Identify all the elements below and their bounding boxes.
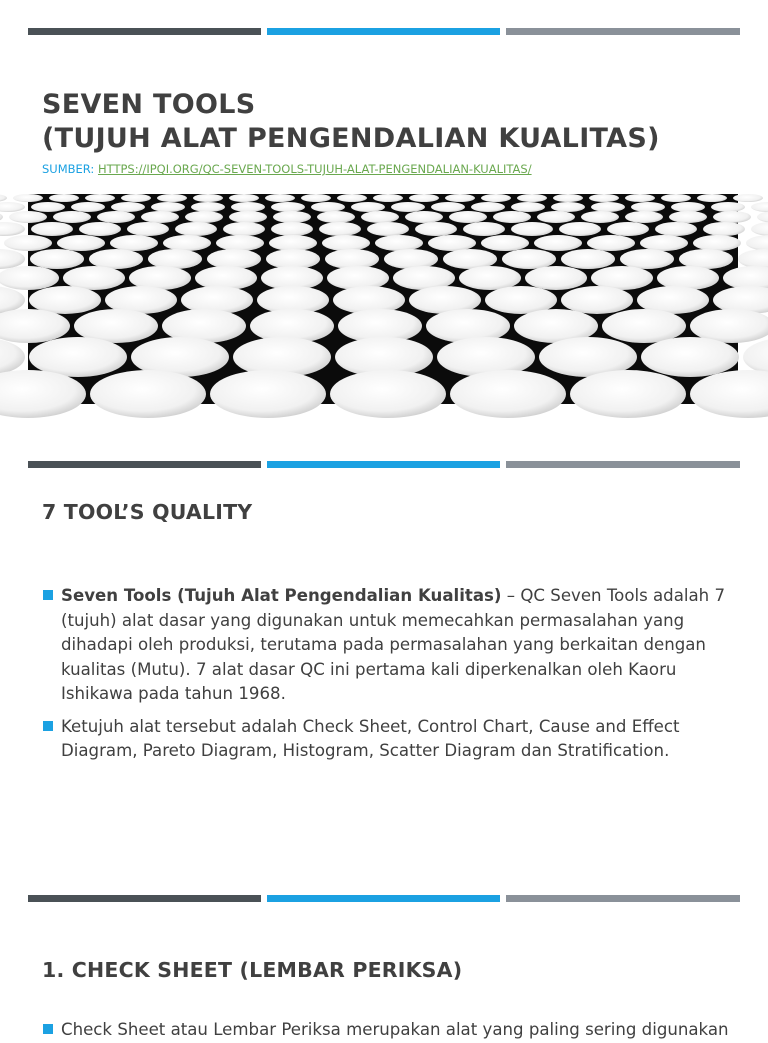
disc-shape <box>49 194 79 202</box>
bar-gray <box>506 28 740 35</box>
disc-shape <box>4 235 52 251</box>
disc-shape <box>620 249 674 269</box>
bullet-list <box>42 584 732 772</box>
disc-shape <box>409 194 439 202</box>
disc-shape <box>229 211 267 223</box>
bar-blue <box>267 895 500 902</box>
bullet-text: Check Sheet atau Lembar Periksa merupakan alat yang paling sering digunakan <box>61 1020 729 1039</box>
disc-shape <box>405 211 443 223</box>
disc-shape <box>391 202 425 212</box>
disc-shape <box>148 249 202 269</box>
title-line-1: SEVEN TOOLS <box>42 89 256 120</box>
disc-shape <box>443 249 497 269</box>
list-item <box>42 584 732 707</box>
disc-shape <box>697 194 727 202</box>
list-item <box>42 715 732 764</box>
disc-shape <box>733 194 763 202</box>
disc-shape <box>327 266 389 290</box>
disc-shape <box>517 194 547 202</box>
disc-shape <box>373 194 403 202</box>
bullet-text: – QC Seven Tools adalah 7 (tujuh) alat dasar yang digunakan untuk memecahkan permasalahan yang dihadapi oleh produksi, terutama pada permasalahan yang berkaitan dengan kualitas (Mutu). 7 alat dasar QC ini pertama kali diperkenalkan oleh Kaoru Ishikawa pada tahun 1968. <box>61 586 725 703</box>
disc-shape <box>450 370 566 418</box>
disc-shape <box>751 202 768 212</box>
disc-shape <box>207 249 261 269</box>
disc-shape <box>367 222 409 236</box>
disc-shape <box>325 249 379 269</box>
disc-shape <box>703 222 745 236</box>
decorative-bars <box>28 461 740 468</box>
bar-blue <box>267 461 500 468</box>
disc-shape <box>525 266 587 290</box>
disc-shape <box>71 202 105 212</box>
disc-shape <box>502 249 556 269</box>
disc-shape <box>57 235 105 251</box>
disc-shape <box>640 235 688 251</box>
disc-shape <box>191 202 225 212</box>
disc-shape <box>141 211 179 223</box>
disc-shape <box>216 235 264 251</box>
disc-shape <box>89 249 143 269</box>
disc-shape <box>195 266 257 290</box>
disc-shape <box>79 222 121 236</box>
disc-shape <box>13 194 43 202</box>
disc-shape <box>0 194 7 202</box>
source-link[interactable]: HTTPS://IPQI.ORG/QC-SEVEN-TOOLS-TUJUH-ALAT-PENGENDALIAN-KUALITAS/ <box>97 162 532 176</box>
disc-shape <box>271 202 305 212</box>
disc-shape <box>738 249 768 269</box>
disc-shape <box>53 211 91 223</box>
disc-shape <box>625 194 655 202</box>
disc-shape <box>269 235 317 251</box>
disc-shape <box>661 194 691 202</box>
bullet-text: Ketujuh alat tersebut adalah Check Sheet, Control Chart, Cause and Effect Diagram, Pareto Diagram, Histogram, Scatter Diagram dan Stratification. <box>61 716 680 760</box>
source-label: SUMBER: <box>42 162 98 176</box>
disc-shape <box>693 235 741 251</box>
disc-shape <box>229 194 259 202</box>
disc-shape <box>223 222 265 236</box>
disc-shape <box>751 222 768 236</box>
disc-shape <box>459 266 521 290</box>
disc-shape <box>90 370 206 418</box>
disc-shape <box>311 202 345 212</box>
bar-gray <box>506 461 740 468</box>
disc-shape <box>384 249 438 269</box>
bar-blue <box>267 28 500 35</box>
disc-shape <box>319 222 361 236</box>
disc-shape <box>589 194 619 202</box>
disc-shape <box>481 194 511 202</box>
disc-shape <box>551 202 585 212</box>
disc-shape <box>671 202 705 212</box>
disc-shape <box>337 194 367 202</box>
disc-shape <box>0 249 25 269</box>
disc-shape <box>273 211 311 223</box>
section-heading: 7 TOOL’S QUALITY <box>42 500 253 524</box>
disc-shape <box>428 235 476 251</box>
bullet-list <box>42 1018 732 1043</box>
disc-shape <box>746 235 768 251</box>
slide-title-heading <box>42 88 742 156</box>
disc-shape <box>449 211 487 223</box>
disc-shape <box>301 194 331 202</box>
disc-shape <box>471 202 505 212</box>
disc-shape <box>266 249 320 269</box>
decorative-bars <box>28 28 740 35</box>
disc-shape <box>361 211 399 223</box>
disc-shape <box>537 211 575 223</box>
hero-image <box>28 194 738 404</box>
disc-shape <box>631 202 665 212</box>
disc-shape <box>31 222 73 236</box>
disc-shape <box>30 249 84 269</box>
disc-shape <box>511 222 553 236</box>
disc-shape <box>431 202 465 212</box>
disc-shape <box>31 202 65 212</box>
section-heading: 1. CHECK SHEET (LEMBAR PERIKSA) <box>42 958 463 982</box>
disc-shape <box>210 370 326 418</box>
disc-shape <box>534 235 582 251</box>
disc-shape <box>570 370 686 418</box>
slide-check-sheet <box>0 874 768 1039</box>
disc-shape <box>163 235 211 251</box>
list-item <box>42 1018 732 1043</box>
disc-shape <box>679 249 733 269</box>
slide-7-tools <box>0 440 768 874</box>
disc-shape <box>271 222 313 236</box>
disc-shape <box>415 222 457 236</box>
disc-shape <box>330 370 446 418</box>
disc-shape <box>265 194 295 202</box>
disc-shape <box>591 202 625 212</box>
disc-shape <box>127 222 169 236</box>
decorative-bars <box>28 895 740 902</box>
disc-shape <box>121 194 151 202</box>
disc-shape <box>602 309 686 343</box>
disc-shape <box>97 211 135 223</box>
disc-shape <box>0 222 25 236</box>
disc-shape <box>713 211 751 223</box>
disc-shape <box>561 249 615 269</box>
disc-shape <box>481 235 529 251</box>
disc-shape <box>581 211 619 223</box>
disc-shape <box>110 235 158 251</box>
disc-shape <box>607 222 649 236</box>
disc-shape <box>351 202 385 212</box>
disc-shape <box>322 235 370 251</box>
disc-shape <box>757 211 768 223</box>
disc-shape <box>0 202 25 212</box>
disc-shape <box>511 202 545 212</box>
disc-shape <box>157 194 187 202</box>
disc-shape <box>375 235 423 251</box>
slide-title <box>0 0 768 440</box>
disc-shape <box>85 194 115 202</box>
bar-dark <box>28 28 261 35</box>
title-line-2: (TUJUH ALAT PENGENDALIAN KUALITAS) <box>42 123 660 154</box>
bar-dark <box>28 461 261 468</box>
disc-shape <box>493 211 531 223</box>
disc-shape <box>317 211 355 223</box>
bullet-bold-term: Seven Tools (Tujuh Alat Pengendalian Kualitas) <box>61 586 502 605</box>
disc-shape <box>669 211 707 223</box>
disc-shape <box>175 222 217 236</box>
disc-shape <box>655 222 697 236</box>
disc-shape <box>0 211 3 223</box>
disc-shape <box>9 211 47 223</box>
disc-shape <box>445 194 475 202</box>
disc-shape <box>231 202 265 212</box>
disc-shape <box>553 194 583 202</box>
disc-shape <box>559 222 601 236</box>
disc-shape <box>711 202 745 212</box>
bar-dark <box>28 895 261 902</box>
disc-shape <box>587 235 635 251</box>
disc-shape <box>193 194 223 202</box>
white-discs-pattern <box>28 194 738 404</box>
disc-shape <box>641 337 739 377</box>
source-line <box>42 162 742 176</box>
bar-gray <box>506 895 740 902</box>
disc-shape <box>111 202 145 212</box>
disc-shape <box>561 286 633 314</box>
disc-shape <box>463 222 505 236</box>
disc-shape <box>185 211 223 223</box>
disc-shape <box>625 211 663 223</box>
disc-shape <box>151 202 185 212</box>
